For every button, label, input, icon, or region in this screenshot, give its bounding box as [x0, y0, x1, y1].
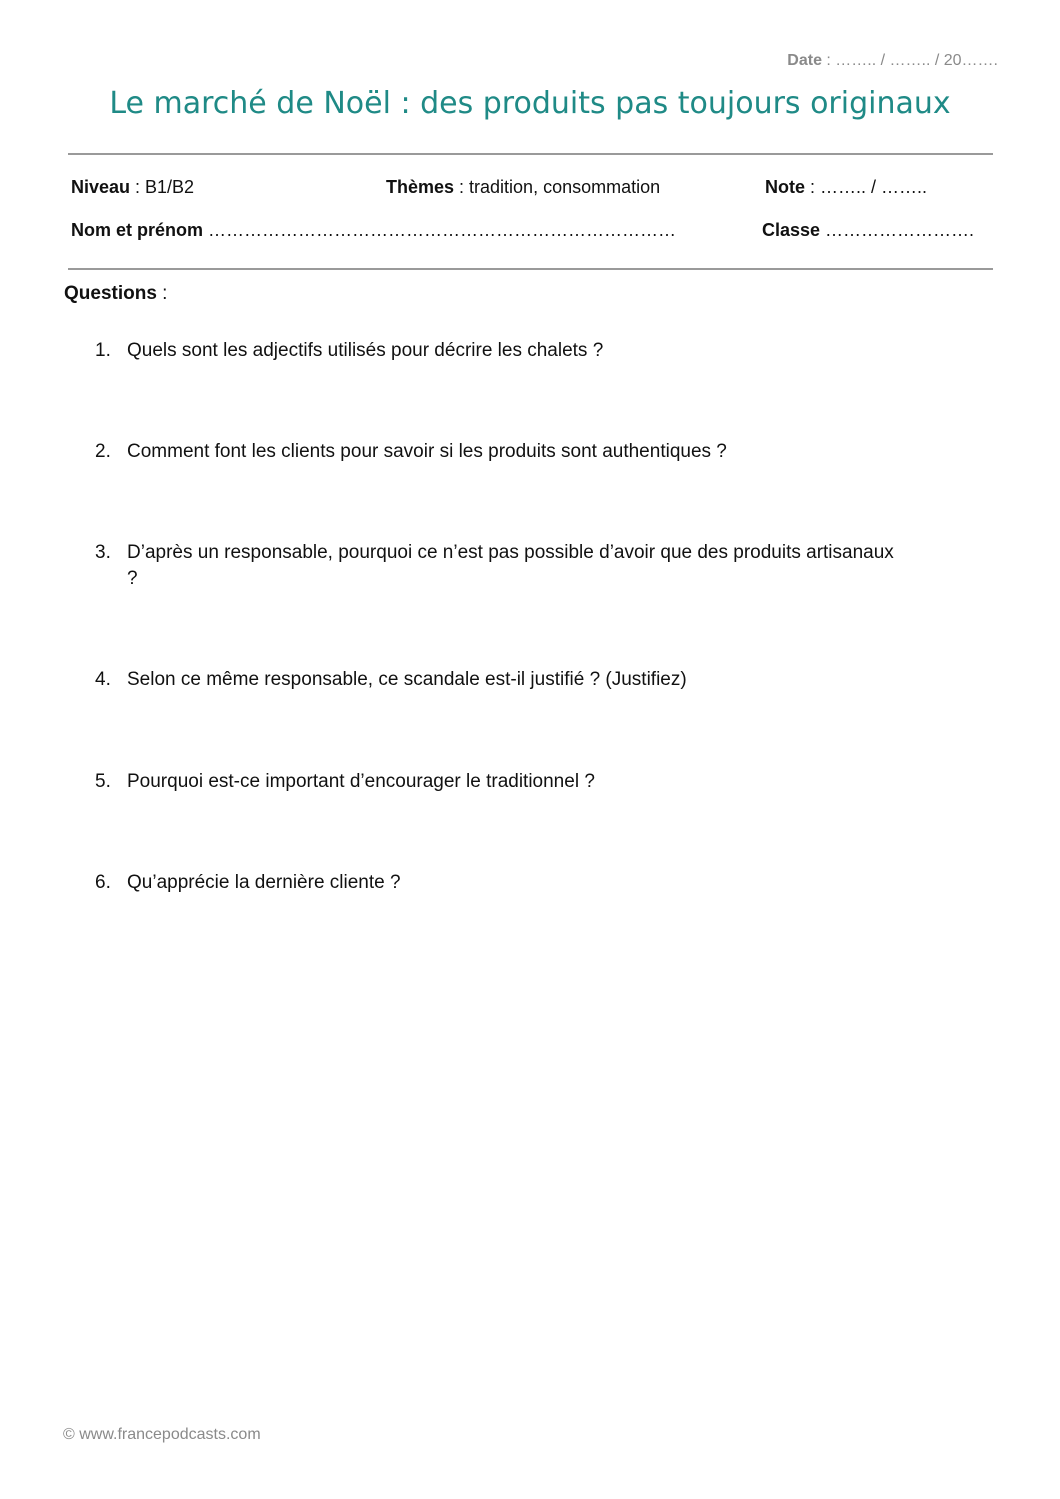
question-item-5 — [95, 769, 925, 795]
question-number: 3. — [95, 542, 111, 563]
question-number: 6. — [95, 872, 111, 893]
nom-value: …………………………………………………………………… — [203, 220, 677, 240]
themes-field — [386, 177, 660, 198]
question-number: 5. — [95, 771, 111, 792]
note-value: : …….. / …….. — [805, 177, 928, 197]
nom-label: Nom et prénom — [71, 220, 204, 240]
niveau-value: : B1/B2 — [130, 177, 195, 197]
question-text: Selon ce même responsable, ce scandale est-il justifié ? (Justifiez) — [127, 669, 687, 690]
note-label: Note — [765, 177, 805, 197]
date-line — [787, 52, 998, 70]
classe-label: Classe — [762, 220, 821, 240]
themes-value: : tradition, consommation — [454, 177, 661, 197]
question-item-2 — [95, 439, 925, 465]
question-item-3 — [95, 540, 895, 592]
question-text: Pourquoi est-ce important d’encourager le traditionnel ? — [127, 771, 595, 792]
question-item-1 — [95, 338, 925, 364]
question-item-6 — [95, 870, 925, 896]
header-divider-bottom — [68, 268, 993, 270]
question-text: D’après un responsable, pourquoi ce n’est pas possible d’avoir que des produits artisanaux ? — [127, 542, 894, 589]
questions-heading — [64, 283, 167, 305]
nom-field — [71, 220, 676, 241]
date-value: : …….. / …….. / 20……. — [821, 52, 998, 69]
header-divider-top — [68, 153, 993, 155]
question-number: 2. — [95, 441, 111, 462]
page-title: Le marché de Noël : des produits pas toujours originaux — [109, 86, 951, 121]
question-text: Qu’apprécie la dernière cliente ? — [127, 872, 401, 893]
themes-label: Thèmes — [386, 177, 455, 197]
question-text: Comment font les clients pour savoir si les produits sont authentiques ? — [127, 441, 727, 462]
footer-copyright: © www.francepodcasts.com — [63, 1426, 261, 1443]
classe-field — [762, 220, 974, 241]
question-number: 4. — [95, 669, 111, 690]
question-text: Quels sont les adjectifs utilisés pour décrire les chalets ? — [127, 340, 604, 361]
niveau-field — [71, 177, 194, 198]
question-number: 1. — [95, 340, 111, 361]
note-field — [765, 177, 927, 198]
classe-value: ……………………. — [820, 220, 975, 240]
question-item-4 — [95, 667, 925, 693]
questions-heading-label: Questions — [64, 283, 157, 304]
questions-heading-suffix: : — [156, 283, 168, 304]
niveau-label: Niveau — [71, 177, 131, 197]
date-label: Date — [787, 52, 822, 69]
